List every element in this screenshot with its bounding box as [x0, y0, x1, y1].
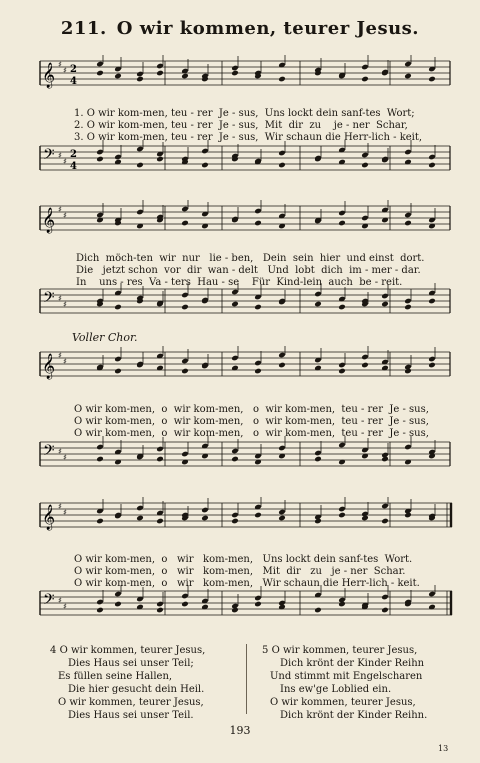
system-2-lyrics — [76, 241, 425, 289]
system-2-treble-staff — [0, 200, 480, 240]
notehead — [254, 304, 262, 311]
notehead — [181, 73, 189, 80]
notehead — [181, 601, 189, 608]
notehead — [314, 301, 322, 308]
verse-line: Dich krönt der Kinder Reihn. — [280, 710, 428, 721]
notehead — [181, 304, 189, 311]
notehead — [156, 607, 164, 614]
notehead — [156, 518, 164, 525]
notehead — [114, 304, 122, 311]
notehead — [381, 456, 389, 463]
lyric-line: Die jetzt schon vor dir wan - delt Und lobt dich im - mer - dar. — [76, 265, 421, 276]
notehead — [314, 518, 322, 525]
lyric-line: O wir kom-men, o wir kom-men, o wir kom-men, teu - rer Je - sus, — [74, 416, 429, 427]
system-2-bass-staff — [0, 283, 480, 323]
notehead — [381, 301, 389, 308]
notehead — [231, 456, 239, 463]
notehead — [314, 456, 322, 463]
notehead — [254, 368, 262, 375]
notehead — [278, 362, 286, 369]
lyric-line: O wir kom-men, o wir kom-men, Mit dir zu je - ner Schar. — [74, 566, 406, 577]
verse-line: Dich krönt der Kinder Reihn — [280, 658, 425, 669]
notehead — [136, 76, 144, 83]
verse-4 — [50, 644, 205, 722]
notehead — [361, 76, 369, 83]
verse-line: Dies Haus sei unser Teil; — [68, 658, 194, 669]
notehead — [96, 156, 104, 163]
svg-text:♯: ♯ — [63, 508, 67, 517]
notehead — [136, 515, 144, 522]
verse-5 — [262, 644, 427, 722]
notehead — [114, 73, 122, 80]
verse-line: Ins ew'ge Loblied ein. — [280, 684, 392, 695]
notehead — [338, 304, 346, 311]
notehead — [428, 76, 436, 83]
svg-text:𝄞: 𝄞 — [42, 208, 56, 233]
notehead — [96, 607, 104, 614]
verse-line: O wir kommen, teurer Jesus, — [270, 697, 416, 708]
svg-text:♯: ♯ — [63, 453, 67, 462]
notehead — [254, 601, 262, 608]
notehead — [404, 368, 412, 375]
system-1-bass-staff — [0, 140, 480, 180]
notehead — [381, 607, 389, 614]
svg-text:♯: ♯ — [58, 60, 62, 69]
notehead — [381, 518, 389, 525]
notehead — [231, 607, 239, 614]
notehead — [181, 368, 189, 375]
svg-text:𝄢: 𝄢 — [43, 289, 55, 310]
notehead — [231, 518, 239, 525]
svg-text:♯: ♯ — [58, 447, 62, 456]
system-3-treble-staff — [0, 346, 480, 386]
notehead — [278, 76, 286, 83]
verse-line: O wir kommen, teurer Jesus, — [58, 697, 204, 708]
notehead — [254, 512, 262, 519]
verse-divider — [246, 644, 247, 714]
notehead — [361, 362, 369, 369]
verse-number: 5 — [262, 645, 269, 656]
notehead — [96, 70, 104, 77]
time-signature-top: 2 — [70, 149, 77, 160]
notehead — [181, 220, 189, 227]
hymn-title — [0, 18, 480, 39]
verse-line: Es füllen seine Hallen, — [58, 671, 173, 682]
notehead — [428, 362, 436, 369]
svg-text:♯: ♯ — [63, 300, 67, 309]
verse-number: 4 — [50, 645, 57, 656]
notehead — [96, 518, 104, 525]
notehead — [338, 368, 346, 375]
verse-line: Dies Haus sei unser Teil. — [68, 710, 194, 721]
system-3-lyrics — [74, 392, 429, 440]
notehead — [428, 162, 436, 169]
notehead — [338, 601, 346, 608]
lyric-line: 1. O wir kom-men, teu - rer Je - sus, Uns lockt dein sanf-tes Wort; — [74, 108, 415, 119]
lyric-line: 3. O wir kom-men, teu - rer Je - sus, Wir schaun die Herr-lich - keit, — [74, 132, 423, 143]
notehead — [114, 601, 122, 608]
svg-text:𝄞: 𝄞 — [42, 354, 56, 379]
notehead — [156, 156, 164, 163]
notehead — [404, 73, 412, 80]
lyric-line: 2. O wir kom-men, teu - rer Je - sus, Mit dir zu je - ner Schar, — [74, 120, 408, 131]
verse-line — [50, 644, 205, 657]
svg-text:♯: ♯ — [58, 151, 62, 160]
svg-text:♯: ♯ — [63, 157, 67, 166]
verse-line: Und stimmt mit Engelscharen — [270, 671, 423, 682]
svg-text:♯: ♯ — [63, 66, 67, 75]
notehead — [231, 70, 239, 77]
svg-text:♯: ♯ — [63, 602, 67, 611]
lyric-line: Dich möch-ten wir nur lie - ben, Dein sein hier und einst dort. — [76, 253, 425, 264]
notehead — [278, 162, 286, 169]
lyric-line: O wir kom-men, o wir kom-men, o wir kom-men, teu - rer Je - sus, — [74, 404, 429, 415]
hymn-title-text: O wir kommen, teurer Jesus. — [116, 18, 420, 39]
notehead — [201, 515, 209, 522]
svg-text:𝄢: 𝄢 — [43, 442, 55, 463]
system-1-lyrics — [74, 96, 422, 144]
notehead — [314, 607, 322, 614]
lyric-line: O wir kom-men, o wir kom-men, o wir kom-men, teu - rer Je - sus, — [74, 428, 429, 439]
system-1-treble-staff — [0, 55, 480, 95]
time-signature-top: 2 — [70, 64, 77, 75]
svg-text:♯: ♯ — [58, 596, 62, 605]
time-signature-bottom: 4 — [70, 76, 77, 87]
notehead — [231, 301, 239, 308]
svg-text:♯: ♯ — [58, 351, 62, 360]
notehead — [156, 456, 164, 463]
notehead — [96, 456, 104, 463]
lyric-line: O wir kom-men, o wir kom-men, Uns lockt dein sanf-tes Wort. — [74, 554, 413, 565]
svg-text:♯: ♯ — [63, 211, 67, 220]
notehead — [361, 515, 369, 522]
page-number: 193 — [229, 724, 251, 737]
notehead — [404, 304, 412, 311]
system-4-treble-staff — [0, 497, 480, 537]
notehead — [428, 298, 436, 305]
notehead — [338, 512, 346, 519]
svg-text:♯: ♯ — [58, 502, 62, 511]
time-signature-bottom: 4 — [70, 161, 77, 172]
notehead — [338, 220, 346, 227]
svg-text:𝄞: 𝄞 — [42, 505, 56, 530]
notehead — [404, 220, 412, 227]
svg-text:𝄞: 𝄞 — [42, 63, 56, 88]
svg-text:𝄢: 𝄢 — [43, 146, 55, 167]
notehead — [278, 515, 286, 522]
verse-line-text: O wir kommen, teurer Jesus, — [271, 645, 418, 656]
signature-mark: 13 — [438, 744, 449, 753]
system-3-bass-staff — [0, 436, 480, 476]
lyric-line: In uns - res Va - ters Hau - se Für Kind-lein auch be - reit. — [76, 277, 403, 288]
notehead — [254, 220, 262, 227]
svg-text:𝄢: 𝄢 — [43, 591, 55, 612]
voller-chor-label: Voller Chor. — [72, 331, 138, 344]
system-4-lyrics — [74, 542, 420, 590]
svg-text:♯: ♯ — [58, 205, 62, 214]
notehead — [361, 162, 369, 169]
verse-line-text: O wir kommen, teurer Jesus, — [59, 645, 206, 656]
notehead — [156, 70, 164, 77]
verse-line: Die hier gesucht dein Heil. — [68, 684, 205, 695]
svg-text:♯: ♯ — [58, 294, 62, 303]
svg-text:♯: ♯ — [63, 357, 67, 366]
notehead — [114, 368, 122, 375]
hymn-number: 211. — [60, 18, 107, 39]
lyric-line: O wir kom-men, o wir kom-men, Wir schaun die Herr-lich - keit. — [74, 578, 420, 589]
system-4-bass-staff — [0, 585, 480, 625]
notehead — [201, 162, 209, 169]
notehead — [404, 512, 412, 519]
verse-line — [262, 644, 427, 657]
notehead — [136, 162, 144, 169]
